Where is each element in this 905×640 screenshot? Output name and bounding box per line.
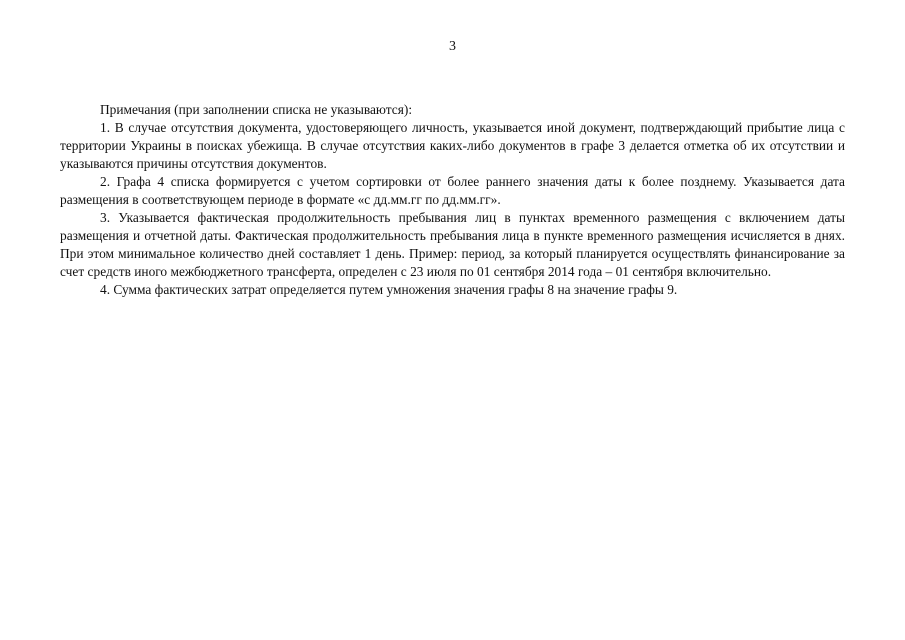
notes-heading: Примечания (при заполнении списка не указываются):: [100, 102, 413, 117]
page-number: 3: [449, 39, 456, 54]
note-item-4: 4. Сумма фактических затрат определяется путем умножения значения графы 8 на значение графы 9.: [100, 282, 678, 297]
notes-section: [60, 101, 845, 299]
note-item-3: 3. Указывается фактическая продолжительность пребывания лиц в пунктах временного размещения с включением даты размещения и отчетной даты. Фактическая продолжительность пребывания лица в пункте временного размещения исчисляется в днях. При этом минимальное количество дней составляет 1 день. Пример: период, за который планируется осуществлять финансирование за счет средств иного межбюджетного трансферта, определен с 23 июля по 01 сентября 2014 года – 01 сентября включительно.: [60, 210, 845, 279]
note-item-2: 2. Графа 4 списка формируется с учетом сортировки от более раннего значения даты к более позднему. Указывается дата размещения в соответствующем периоде в формате «с дд.мм.гг по дд.мм.гг».: [60, 174, 845, 207]
note-item-1: 1. В случае отсутствия документа, удостоверяющего личность, указывается иной документ, подтверждающий прибытие лица с территории Украины в поисках убежища. В случае отсутствия каких-либо документов в графе 3 делается отметка об их отсутствии и указываются причины отсутствия документов.: [60, 120, 845, 171]
